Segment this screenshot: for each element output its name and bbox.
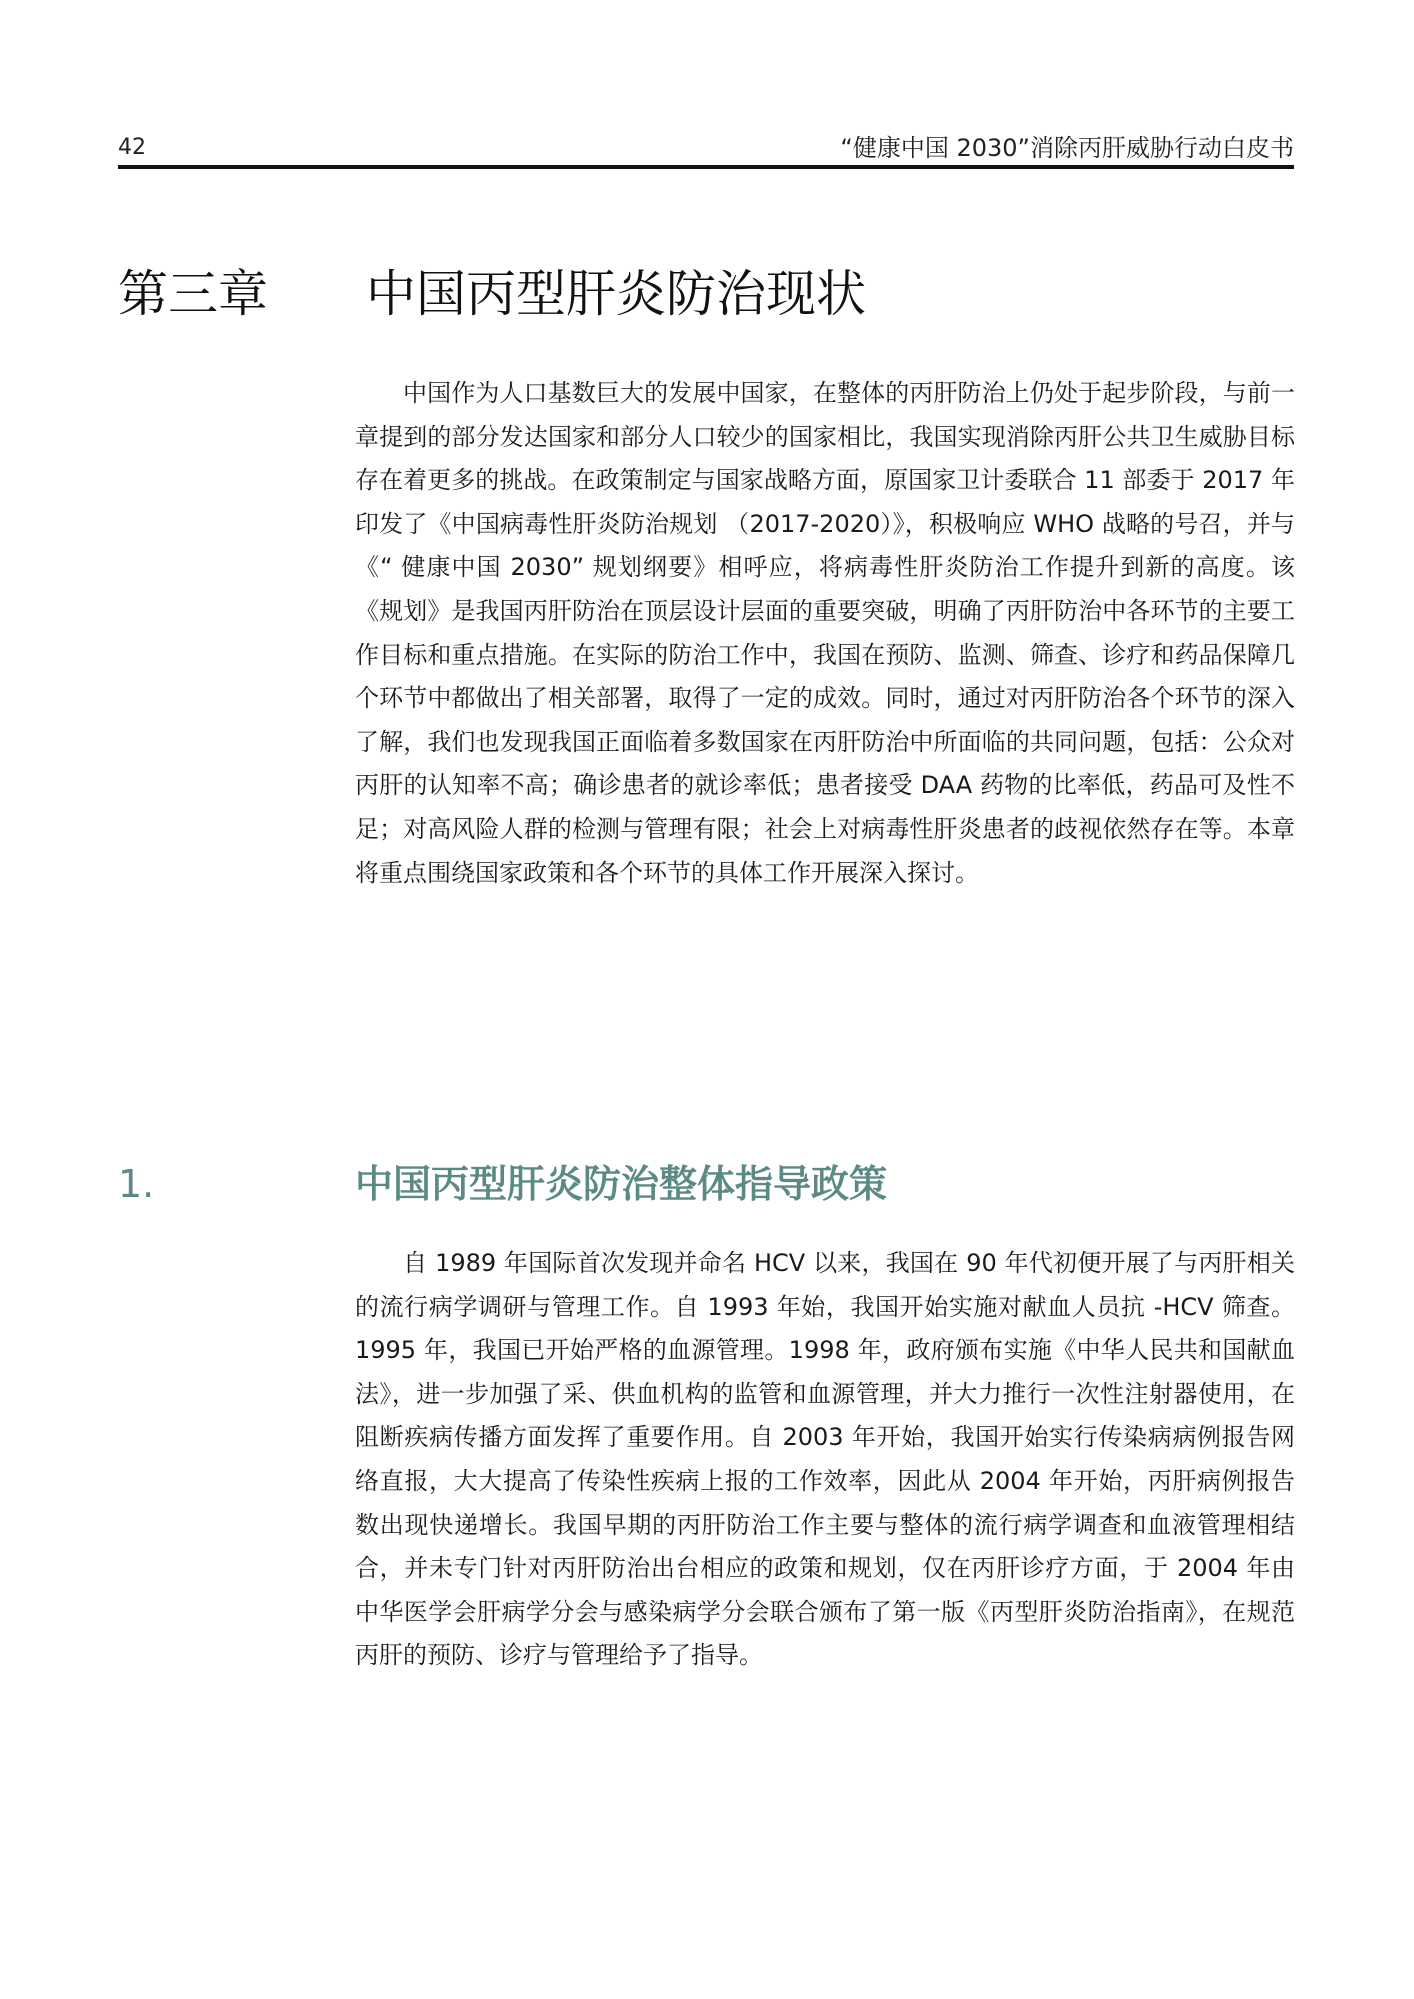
header-divider xyxy=(118,165,1294,169)
section-number: 1. xyxy=(118,1162,155,1206)
chapter-heading xyxy=(118,262,1294,332)
running-title: “健康中国 2030”消除丙肝威胁行动白皮书 xyxy=(840,134,1294,162)
chapter-label: 第三章 xyxy=(118,265,268,323)
section-title: 中国丙型肝炎防治整体指导政策 xyxy=(355,1162,888,1206)
page-number: 42 xyxy=(118,135,146,160)
intro-paragraph: 中国作为人口基数巨大的发展中国家，在整体的丙肝防治上仍处于起步阶段，与前一章提到的部分发达国家和部分人口较少的国家相比，我国实现消除丙肝公共卫生威胁目标存在着更多的挑战。在政策制定与国家战略方面，原国家卫计委联合 11 部委于 2017 年印发了《中国病毒性肝炎防治规划 （2017-2020）》，积极响应 WHO 战略的号召，并与《“ 健康中国 2030” 规划纲要》相呼应，将病毒性肝炎防治工作提升到新的高度。该《规划》是我国丙肝防治在顶层设计层面的重要突破，明确了丙肝防治中各环节的主要工作目标和重点措施。在实际的防治工作中，我国在预防、监测、筛查、诊疗和药品保障几个环节中都做出了相关部署，取得了一定的成效。同时，通过对丙肝防治各个环节的深入了解，我们也发现我国正面临着多数国家在丙肝防治中所面临的共同问题，包括：公众对丙肝的认知率不高；确诊患者的就诊率低；患者接受 DAA 药物的比率低，药品可及性不足；对高风险人群的检测与管理有限；社会上对病毒性肝炎患者的歧视依然存在等。本章将重点围绕国家政策和各个环节的具体工作开展深入探讨。 xyxy=(355,379,1295,887)
section-heading xyxy=(118,1158,1294,1218)
page-header xyxy=(118,128,1294,168)
chapter-title: 中国丙型肝炎防治现状 xyxy=(366,265,866,323)
section-paragraph: 自 1989 年国际首次发现并命名 HCV 以来，我国在 90 年代初便开展了与丙肝相关的流行病学调研与管理工作。自 1993 年始，我国开始实施对献血人员抗 -HCV 筛查。1995 年，我国已开始严格的血源管理。1998 年，政府颁布实施《中华人民共和国献血法》，进一步加强了采、供血机构的监管和血源管理，并大力推行一次性注射器使用，在阻断疾病传播方面发挥了重要作用。自 2003 年开始，我国开始实行传染病病例报告网络直报，大大提高了传染性疾病上报的工作效率，因此从 2004 年开始，丙肝病例报告数出现快递增长。我国早期的丙肝防治工作主要与整体的流行病学调查和血液管理相结合，并未专门针对丙肝防治出台相应的政策和规划，仅在丙肝诊疗方面，于 2004 年由中华医学会肝病学分会与感染病学分会联合颁布了第一版《丙型肝炎防治指南》，在规范丙肝的预防、诊疗与管理给予了指导。 xyxy=(355,1249,1295,1670)
